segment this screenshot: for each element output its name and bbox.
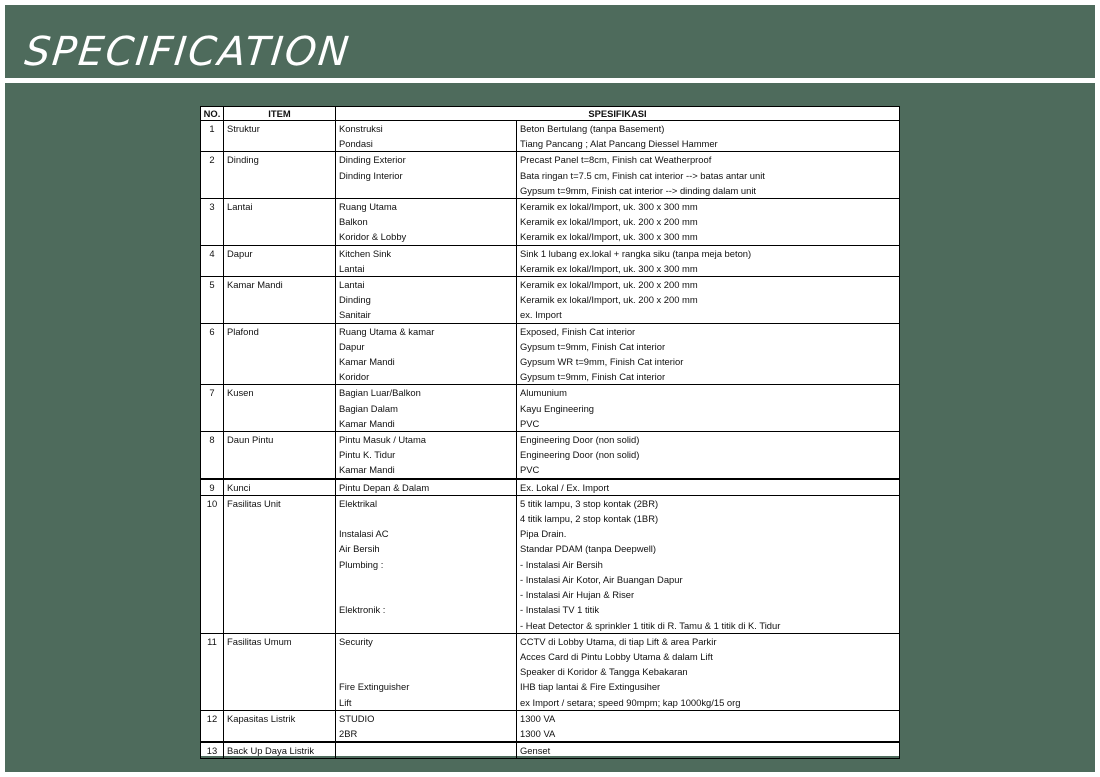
slide-background	[5, 5, 1095, 772]
table-row	[201, 633, 900, 649]
spec-value: Standar PDAM (tanpa Deepwell)	[517, 541, 900, 556]
table-body	[201, 121, 900, 759]
item-name	[224, 572, 336, 587]
sub-item: 2BR	[336, 726, 517, 742]
sub-item: Instalasi AC	[336, 526, 517, 541]
row-number	[201, 695, 224, 711]
item-name	[224, 695, 336, 711]
table-row	[201, 541, 900, 556]
sub-item: Elektronik :	[336, 602, 517, 617]
table-row	[201, 261, 900, 277]
title-divider	[5, 78, 1095, 83]
table-row	[201, 462, 900, 478]
spec-value: Genset	[517, 742, 900, 759]
item-name	[224, 261, 336, 277]
table-row	[201, 587, 900, 602]
sub-item: Fire Extinguisher	[336, 679, 517, 694]
table-row	[201, 168, 900, 183]
spec-value: Gypsum t=9mm, Finish Cat interior	[517, 369, 900, 385]
item-name	[224, 541, 336, 556]
table-row	[201, 277, 900, 293]
item-name	[224, 369, 336, 385]
table-row	[201, 245, 900, 261]
table-row	[201, 183, 900, 199]
table-row	[201, 511, 900, 526]
spec-value: Engineering Door (non solid)	[517, 432, 900, 448]
row-number	[201, 462, 224, 478]
item-name	[224, 339, 336, 354]
spec-value: Keramik ex lokal/Import, uk. 200 x 200 mm	[517, 277, 900, 293]
item-name	[224, 168, 336, 183]
row-number: 10	[201, 495, 224, 511]
sub-item: Elektrikal	[336, 495, 517, 511]
row-number: 7	[201, 385, 224, 401]
spec-value: Bata ringan t=7.5 cm, Finish cat interior --> batas antar unit	[517, 168, 900, 183]
row-number	[201, 511, 224, 526]
spec-value: 5 titik lampu, 3 stop kontak (2BR)	[517, 495, 900, 511]
table-row	[201, 214, 900, 229]
item-name: Struktur	[224, 121, 336, 137]
spec-value: ex Import / setara; speed 90mpm; kap 1000kg/15 org	[517, 695, 900, 711]
table-row	[201, 649, 900, 664]
item-name	[224, 214, 336, 229]
spec-value: CCTV di Lobby Utama, di tiap Lift & area Parkir	[517, 633, 900, 649]
row-number	[201, 214, 224, 229]
spec-value: ex. Import	[517, 307, 900, 323]
item-name	[224, 307, 336, 323]
page-title: SPECIFICATION	[22, 29, 353, 75]
row-number	[201, 354, 224, 369]
sub-item: Pondasi	[336, 136, 517, 152]
row-number	[201, 541, 224, 556]
row-number	[201, 572, 224, 587]
specification-sheet	[200, 106, 900, 756]
spec-value: 1300 VA	[517, 726, 900, 742]
spec-value: 4 titik lampu, 2 stop kontak (1BR)	[517, 511, 900, 526]
sub-item: Plumbing :	[336, 557, 517, 572]
row-number	[201, 339, 224, 354]
specification-table	[200, 106, 900, 759]
row-number: 9	[201, 479, 224, 496]
row-number	[201, 292, 224, 307]
item-name	[224, 587, 336, 602]
spec-value: Keramik ex lokal/Import, uk. 200 x 200 mm	[517, 292, 900, 307]
sub-item	[336, 572, 517, 587]
table-row	[201, 292, 900, 307]
sub-item: Pintu Masuk / Utama	[336, 432, 517, 448]
item-name: Kusen	[224, 385, 336, 401]
header-no: NO.	[201, 107, 224, 121]
spec-value: Beton Bertulang (tanpa Basement)	[517, 121, 900, 137]
item-name: Dapur	[224, 245, 336, 261]
spec-value: Gypsum WR t=9mm, Finish Cat interior	[517, 354, 900, 369]
table-row	[201, 526, 900, 541]
sub-item: Kamar Mandi	[336, 354, 517, 369]
sub-item: STUDIO	[336, 710, 517, 726]
table-row	[201, 121, 900, 137]
spec-value: - Instalasi TV 1 titik	[517, 602, 900, 617]
item-name	[224, 136, 336, 152]
row-number	[201, 229, 224, 245]
item-name	[224, 526, 336, 541]
row-number: 4	[201, 245, 224, 261]
row-number	[201, 261, 224, 277]
row-number	[201, 726, 224, 742]
sub-item: Pintu Depan & Dalam	[336, 479, 517, 496]
spec-value: Ex. Lokal / Ex. Import	[517, 479, 900, 496]
table-row	[201, 602, 900, 617]
spec-value: Pipa Drain.	[517, 526, 900, 541]
table-row	[201, 495, 900, 511]
sub-item: Dapur	[336, 339, 517, 354]
spec-value: - Instalasi Air Hujan & Riser	[517, 587, 900, 602]
sub-item: Dinding	[336, 292, 517, 307]
table-row	[201, 695, 900, 711]
spec-value: Sink 1 lubang ex.lokal + rangka siku (tanpa meja beton)	[517, 245, 900, 261]
table-row	[201, 416, 900, 432]
spec-value: Speaker di Koridor & Tangga Kebakaran	[517, 664, 900, 679]
table-header-row	[201, 107, 900, 121]
sub-item: Dinding Interior	[336, 168, 517, 183]
spec-value: - Instalasi Air Kotor, Air Buangan Dapur	[517, 572, 900, 587]
item-name	[224, 229, 336, 245]
sub-item	[336, 664, 517, 679]
spec-value: - Heat Detector & sprinkler 1 titik di R. Tamu & 1 titik di K. Tidur	[517, 618, 900, 634]
item-name	[224, 664, 336, 679]
row-number	[201, 401, 224, 416]
header-spesifikasi: SPESIFIKASI	[336, 107, 900, 121]
table-row	[201, 199, 900, 215]
table-row	[201, 557, 900, 572]
row-number	[201, 447, 224, 462]
table-row	[201, 152, 900, 168]
table-row	[201, 385, 900, 401]
spec-value: 1300 VA	[517, 710, 900, 726]
table-row	[201, 679, 900, 694]
item-name: Back Up Daya Listrik	[224, 742, 336, 759]
item-name	[224, 416, 336, 432]
sub-item: Air Bersih	[336, 541, 517, 556]
row-number	[201, 369, 224, 385]
row-number	[201, 587, 224, 602]
row-number	[201, 664, 224, 679]
row-number	[201, 183, 224, 199]
sub-item	[336, 618, 517, 634]
table-row	[201, 136, 900, 152]
item-name	[224, 511, 336, 526]
table-row	[201, 726, 900, 742]
row-number: 2	[201, 152, 224, 168]
table-row	[201, 339, 900, 354]
table-row	[201, 742, 900, 759]
row-number	[201, 416, 224, 432]
item-name	[224, 292, 336, 307]
item-name	[224, 557, 336, 572]
item-name	[224, 447, 336, 462]
row-number	[201, 679, 224, 694]
sub-item: Bagian Luar/Balkon	[336, 385, 517, 401]
spec-value: Tiang Pancang ; Alat Pancang Diessel Hammer	[517, 136, 900, 152]
sub-item: Security	[336, 633, 517, 649]
row-number	[201, 618, 224, 634]
table-row	[201, 572, 900, 587]
spec-value: Keramik ex lokal/Import, uk. 200 x 200 mm	[517, 214, 900, 229]
sub-item: Bagian Dalam	[336, 401, 517, 416]
sub-item: Dinding Exterior	[336, 152, 517, 168]
spec-value: Kayu Engineering	[517, 401, 900, 416]
sub-item: Kamar Mandi	[336, 416, 517, 432]
table-row	[201, 354, 900, 369]
row-number: 5	[201, 277, 224, 293]
row-number	[201, 136, 224, 152]
sub-item: Koridor & Lobby	[336, 229, 517, 245]
table-row	[201, 229, 900, 245]
spec-value: Alumunium	[517, 385, 900, 401]
table-row	[201, 618, 900, 634]
sub-item	[336, 587, 517, 602]
table-row	[201, 369, 900, 385]
row-number	[201, 649, 224, 664]
item-name: Lantai	[224, 199, 336, 215]
item-name	[224, 618, 336, 634]
spec-value: Engineering Door (non solid)	[517, 447, 900, 462]
row-number	[201, 168, 224, 183]
spec-value: Keramik ex lokal/Import, uk. 300 x 300 mm	[517, 261, 900, 277]
spec-value: PVC	[517, 462, 900, 478]
spec-value: Keramik ex lokal/Import, uk. 300 x 300 mm	[517, 229, 900, 245]
sub-item: Konstruksi	[336, 121, 517, 137]
item-name	[224, 401, 336, 416]
item-name	[224, 183, 336, 199]
table-row	[201, 447, 900, 462]
sub-item: Sanitair	[336, 307, 517, 323]
row-number: 13	[201, 742, 224, 759]
sub-item: Lantai	[336, 261, 517, 277]
row-number: 1	[201, 121, 224, 137]
spec-value: Gypsum t=9mm, Finish Cat interior	[517, 339, 900, 354]
item-name	[224, 679, 336, 694]
table-row	[201, 710, 900, 726]
table-row	[201, 664, 900, 679]
item-name	[224, 726, 336, 742]
sub-item	[336, 511, 517, 526]
table-row	[201, 307, 900, 323]
spec-value: PVC	[517, 416, 900, 432]
sub-item: Kitchen Sink	[336, 245, 517, 261]
sub-item	[336, 649, 517, 664]
spec-value: Keramik ex lokal/Import, uk. 300 x 300 mm	[517, 199, 900, 215]
item-name: Fasilitas Umum	[224, 633, 336, 649]
item-name: Plafond	[224, 323, 336, 339]
header-item: ITEM	[224, 107, 336, 121]
row-number: 8	[201, 432, 224, 448]
sub-item: Ruang Utama & kamar	[336, 323, 517, 339]
sub-item: Kamar Mandi	[336, 462, 517, 478]
row-number: 12	[201, 710, 224, 726]
row-number: 11	[201, 633, 224, 649]
row-number: 3	[201, 199, 224, 215]
spec-value: IHB tiap lantai & Fire Extingusiher	[517, 679, 900, 694]
table-row	[201, 432, 900, 448]
spec-value: Exposed, Finish Cat interior	[517, 323, 900, 339]
sub-item	[336, 742, 517, 759]
sub-item: Lantai	[336, 277, 517, 293]
item-name	[224, 462, 336, 478]
item-name: Kapasitas Listrik	[224, 710, 336, 726]
item-name: Fasilitas Unit	[224, 495, 336, 511]
row-number	[201, 526, 224, 541]
spec-value: - Instalasi Air Bersih	[517, 557, 900, 572]
table-row	[201, 401, 900, 416]
row-number	[201, 557, 224, 572]
row-number: 6	[201, 323, 224, 339]
sub-item: Lift	[336, 695, 517, 711]
sub-item: Koridor	[336, 369, 517, 385]
item-name: Kamar Mandi	[224, 277, 336, 293]
row-number	[201, 602, 224, 617]
sub-item	[336, 183, 517, 199]
item-name	[224, 354, 336, 369]
item-name: Dinding	[224, 152, 336, 168]
item-name	[224, 649, 336, 664]
row-number	[201, 307, 224, 323]
sub-item: Balkon	[336, 214, 517, 229]
item-name: Daun Pintu	[224, 432, 336, 448]
table-row	[201, 479, 900, 496]
spec-value: Acces Card di Pintu Lobby Utama & dalam Lift	[517, 649, 900, 664]
spec-value: Precast Panel t=8cm, Finish cat Weatherproof	[517, 152, 900, 168]
table-row	[201, 323, 900, 339]
sub-item: Ruang Utama	[336, 199, 517, 215]
spec-value: Gypsum t=9mm, Finish cat interior --> dinding dalam unit	[517, 183, 900, 199]
sub-item: Pintu K. Tidur	[336, 447, 517, 462]
item-name	[224, 602, 336, 617]
item-name: Kunci	[224, 479, 336, 496]
